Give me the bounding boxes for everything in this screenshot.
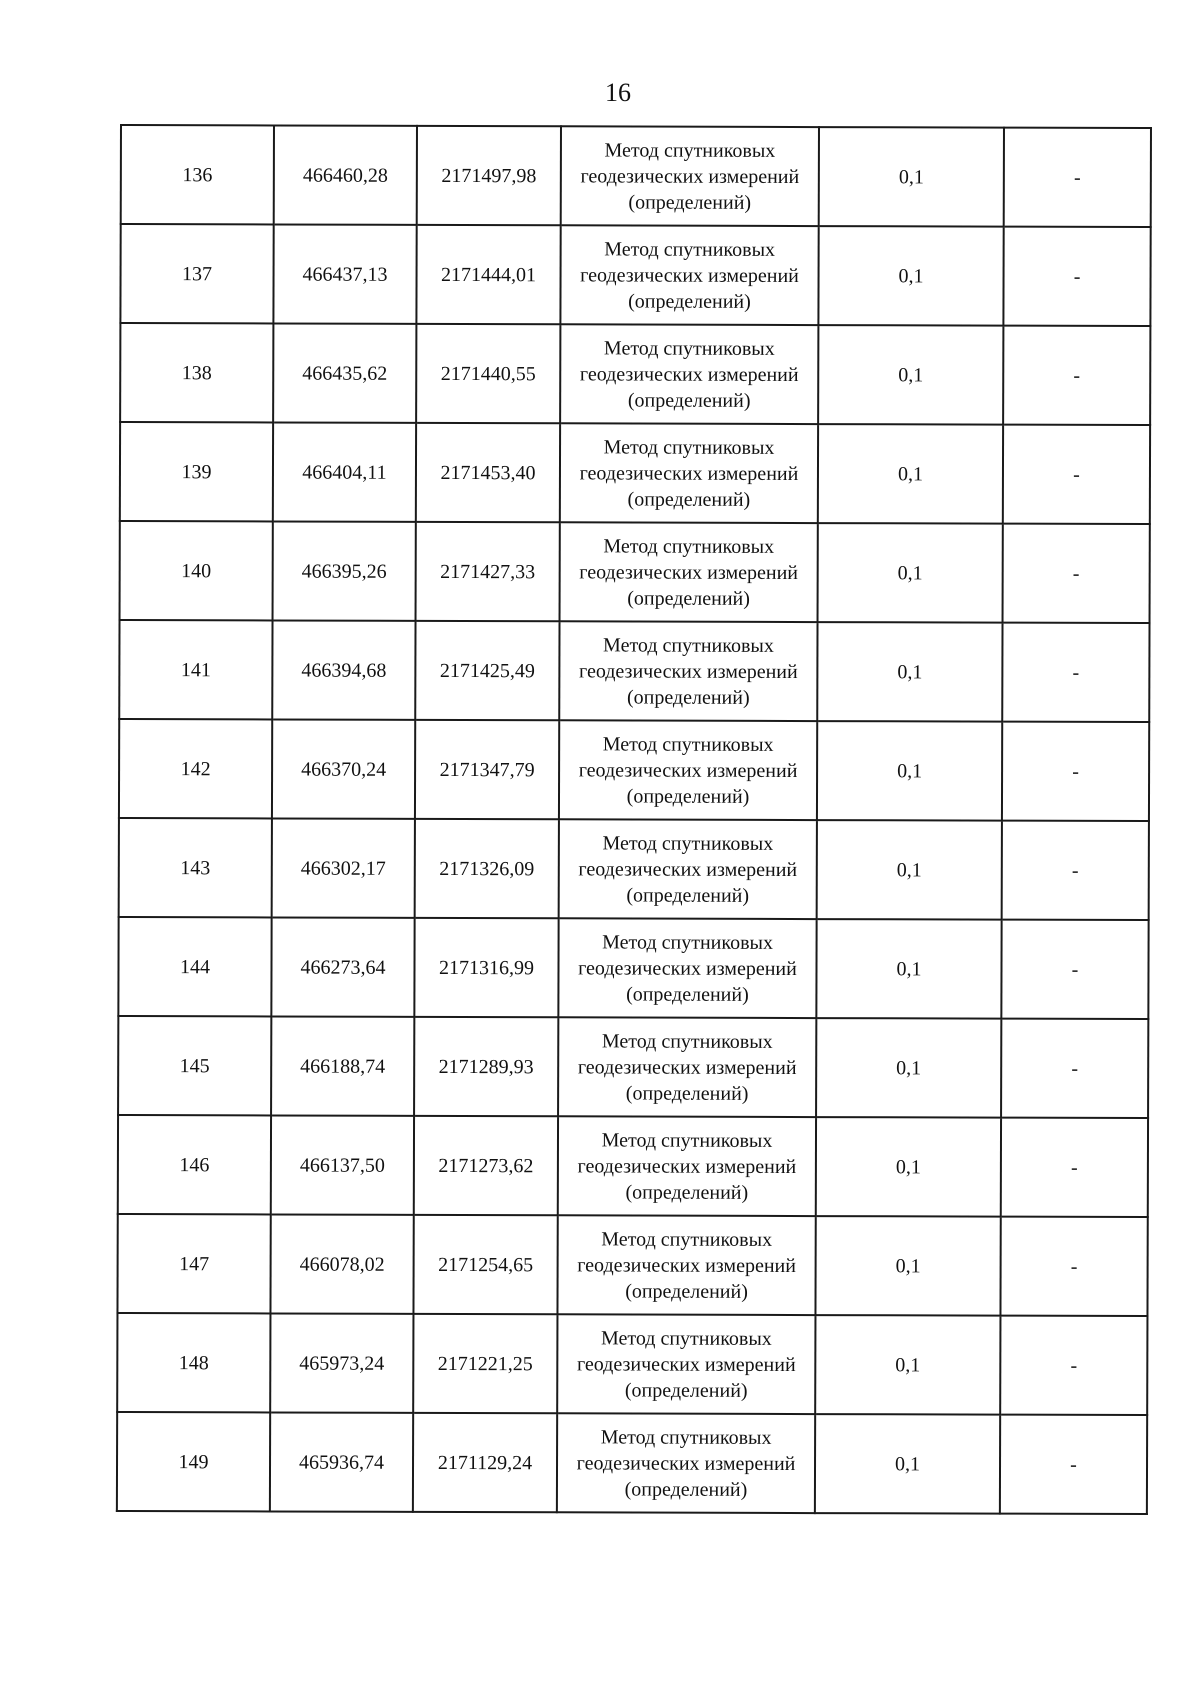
coordinate-y-cell: 2171425,49 (415, 621, 559, 720)
method-cell (557, 1314, 815, 1414)
table-row (117, 1214, 1147, 1316)
point-number-cell: 136 (121, 125, 274, 224)
method-cell (559, 621, 817, 721)
accuracy-cell: 0,1 (816, 1018, 1001, 1118)
accuracy-cell: 0,1 (817, 820, 1002, 920)
note-cell: - (1001, 920, 1148, 1019)
accuracy-cell: 0,1 (818, 424, 1003, 524)
method-cell (560, 423, 818, 523)
method-line: Метод спутниковых (600, 1326, 772, 1350)
note-cell: - (1002, 821, 1149, 920)
note-cell: - (1003, 326, 1150, 425)
method-line: (определений) (624, 1379, 748, 1402)
method-cell (557, 1215, 815, 1315)
method-line: геодезических измерений (578, 758, 798, 782)
method-line: (определений) (627, 389, 751, 412)
method-line: Метод спутниковых (604, 138, 776, 162)
method-line: Метод спутниковых (603, 435, 775, 459)
method-cell (559, 819, 817, 919)
method-line: (определений) (626, 983, 749, 1006)
table-row (119, 620, 1149, 722)
coordinates-table (116, 124, 1152, 1515)
method-line: геодезических измерений (579, 362, 799, 386)
coordinate-y-cell: 2171347,79 (415, 720, 559, 819)
table-row (118, 917, 1148, 1019)
coordinate-x-cell: 466188,74 (271, 1016, 414, 1115)
table-row (120, 323, 1150, 425)
method-line: (определений) (624, 1478, 748, 1501)
method-line: геодезических измерений (578, 857, 798, 881)
method-line: (определений) (628, 191, 752, 214)
accuracy-cell: 0,1 (815, 1315, 1000, 1415)
coordinate-x-cell: 466437,13 (273, 224, 416, 323)
table-row (119, 719, 1149, 821)
method-line: Метод спутниковых (604, 237, 776, 261)
coordinate-y-cell: 2171427,33 (416, 522, 560, 621)
note-cell: - (1001, 1019, 1148, 1118)
coordinate-x-cell: 466137,50 (271, 1115, 414, 1214)
table-row (120, 422, 1150, 524)
accuracy-cell: 0,1 (818, 523, 1003, 623)
coordinate-y-cell: 2171273,62 (414, 1116, 558, 1215)
page-number: 16 (605, 78, 631, 107)
method-line: Метод спутниковых (601, 1227, 773, 1251)
coordinate-y-cell: 2171497,98 (417, 126, 561, 225)
coordinate-y-cell: 2171289,93 (414, 1017, 558, 1116)
coordinate-x-cell: 466395,26 (273, 521, 416, 620)
coordinate-x-cell: 466435,62 (273, 323, 416, 422)
table-row (118, 1115, 1148, 1217)
point-number-cell: 146 (118, 1115, 271, 1214)
note-cell: - (1000, 1217, 1147, 1316)
method-line: (определений) (628, 290, 751, 313)
coordinate-y-cell: 2171444,01 (416, 225, 560, 324)
coordinate-x-cell: 466273,64 (271, 917, 414, 1016)
method-line: Метод спутниковых (603, 633, 774, 657)
method-line: геодезических измерений (577, 1154, 797, 1178)
accuracy-cell: 0,1 (816, 919, 1001, 1019)
method-line: геодезических измерений (580, 164, 800, 188)
method-cell (559, 720, 817, 820)
method-line: (определений) (626, 785, 750, 808)
table-row (119, 818, 1149, 920)
method-line: геодезических измерений (577, 1253, 797, 1277)
coordinate-y-cell: 2171440,55 (416, 324, 560, 423)
note-cell: - (1002, 623, 1149, 722)
note-cell: - (1000, 1316, 1147, 1415)
coordinate-x-cell: 465936,74 (270, 1412, 413, 1511)
coordinate-x-cell: 466370,24 (272, 719, 415, 818)
method-line: Метод спутниковых (603, 336, 775, 360)
point-number-cell: 147 (117, 1214, 270, 1313)
table-row (117, 1412, 1147, 1514)
accuracy-cell: 0,1 (817, 622, 1002, 722)
point-number-cell: 142 (119, 719, 272, 818)
point-number-cell: 141 (119, 620, 272, 719)
method-cell (560, 225, 818, 325)
method-cell (560, 522, 818, 622)
coordinate-x-cell: 466394,68 (272, 620, 415, 719)
method-line: Метод спутниковых (603, 534, 775, 558)
accuracy-cell: 0,1 (819, 127, 1004, 227)
point-number-cell: 137 (120, 224, 273, 323)
method-line: (определений) (626, 884, 750, 907)
method-line: геодезических измерений (580, 263, 799, 287)
method-cell (557, 1413, 815, 1513)
method-cell (558, 918, 816, 1018)
point-number-cell: 149 (117, 1412, 270, 1511)
method-cell (561, 126, 819, 226)
method-cell (558, 1116, 816, 1216)
method-line: геодезических измерений (577, 1055, 797, 1079)
accuracy-cell: 0,1 (818, 325, 1003, 425)
coordinate-x-cell: 466078,02 (270, 1214, 413, 1313)
note-cell: - (1003, 425, 1150, 524)
method-line: геодезических измерений (578, 659, 798, 683)
method-cell (558, 1017, 816, 1117)
table-row (118, 1016, 1148, 1118)
method-line: (определений) (627, 488, 751, 511)
coordinate-x-cell: 466404,11 (273, 422, 416, 521)
accuracy-cell: 0,1 (817, 721, 1002, 821)
method-line: (определений) (625, 1280, 748, 1303)
method-line: Метод спутниковых (602, 831, 774, 855)
point-number-cell: 145 (118, 1016, 271, 1115)
method-line: Метод спутниковых (602, 930, 773, 954)
point-number-cell: 148 (117, 1313, 270, 1412)
table-row (121, 125, 1151, 227)
method-line: геодезических измерений (576, 1451, 796, 1475)
table-row (120, 224, 1150, 326)
method-line: Метод спутниковых (602, 732, 774, 756)
accuracy-cell: 0,1 (818, 226, 1003, 326)
method-line: (определений) (625, 1082, 749, 1105)
coordinate-x-cell: 466302,17 (272, 818, 415, 917)
coordinate-y-cell: 2171453,40 (416, 423, 560, 522)
point-number-cell: 138 (120, 323, 273, 422)
coordinate-y-cell: 2171129,24 (413, 1413, 557, 1512)
coordinate-y-cell: 2171326,09 (415, 819, 559, 918)
note-cell: - (1004, 128, 1151, 227)
coordinate-y-cell: 2171221,25 (413, 1314, 557, 1413)
method-line: (определений) (625, 1181, 749, 1204)
method-line: Метод спутниковых (601, 1029, 773, 1053)
note-cell: - (1003, 524, 1150, 623)
point-number-cell: 139 (120, 422, 273, 521)
coordinates-table-body (117, 125, 1151, 1514)
method-line: (определений) (627, 587, 750, 610)
accuracy-cell: 0,1 (816, 1117, 1001, 1217)
method-line: геодезических измерений (576, 1352, 796, 1376)
coordinate-y-cell: 2171254,65 (413, 1215, 557, 1314)
method-line: геодезических измерений (579, 461, 799, 485)
coordinate-x-cell: 465973,24 (270, 1313, 413, 1412)
method-line: геодезических измерений (578, 956, 797, 980)
note-cell: - (1003, 227, 1150, 326)
method-line: Метод спутниковых (601, 1128, 773, 1152)
coordinate-y-cell: 2171316,99 (414, 918, 558, 1017)
method-line: (определений) (626, 686, 750, 709)
method-line: Метод спутниковых (600, 1425, 772, 1449)
note-cell: - (1001, 1118, 1148, 1217)
note-cell: - (1000, 1415, 1147, 1514)
point-number-cell: 140 (120, 521, 273, 620)
table-row (120, 521, 1150, 623)
method-cell (560, 324, 818, 424)
accuracy-cell: 0,1 (815, 1414, 1000, 1514)
coordinate-x-cell: 466460,28 (274, 125, 417, 224)
method-line: геодезических измерений (579, 560, 799, 584)
note-cell: - (1002, 722, 1149, 821)
table-row (117, 1313, 1147, 1415)
point-number-cell: 144 (118, 917, 271, 1016)
point-number-cell: 143 (119, 818, 272, 917)
accuracy-cell: 0,1 (815, 1216, 1000, 1316)
